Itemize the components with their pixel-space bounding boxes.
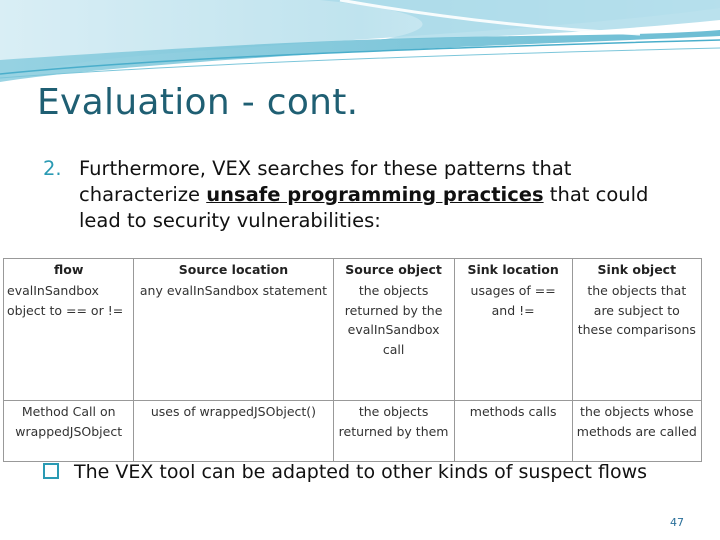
header-wave-decoration: [0, 0, 720, 90]
table-header: Source location: [134, 259, 333, 280]
table-cell: Method Call on wrappedJSObject: [4, 400, 134, 461]
underlined-phrase: unsafe programming practices: [206, 183, 544, 206]
point-number: 2.: [43, 157, 62, 180]
table-cell: the objects that are subject to these comparisons: [572, 280, 701, 401]
table-cell: the objects returned by the evalInSandbox call: [333, 280, 454, 401]
table-cell: evalInSandbox object to == or !=: [4, 280, 134, 401]
table-cell: methods calls: [454, 400, 572, 461]
page-number: 47: [670, 516, 684, 529]
patterns-table: [3, 258, 702, 462]
slide-title: Evaluation - cont.: [37, 82, 359, 123]
table-header: flow: [4, 259, 134, 280]
table-cell: uses of wrappedJSObject(): [134, 400, 333, 461]
table-row: [4, 400, 702, 461]
table-row: [4, 280, 702, 401]
square-bullet-icon: [43, 463, 59, 479]
table-cell: the objects returned by them: [333, 400, 454, 461]
table-header: Sink object: [572, 259, 701, 280]
bullet-point: [43, 461, 647, 483]
table-cell: the objects whose methods are called: [572, 400, 701, 461]
table-cell: usages of == and !=: [454, 280, 572, 401]
table-cell: any evalInSandbox statement: [134, 280, 333, 401]
table-header: Sink location: [454, 259, 572, 280]
bullet-text: The VEX tool can be adapted to other kinds of suspect flows: [74, 461, 648, 483]
point-text: Furthermore, VEX searches for these patterns that characterize unsafe programming practices that could lead to security vulnerabilities:: [79, 157, 649, 232]
table-header: Source object: [333, 259, 454, 280]
